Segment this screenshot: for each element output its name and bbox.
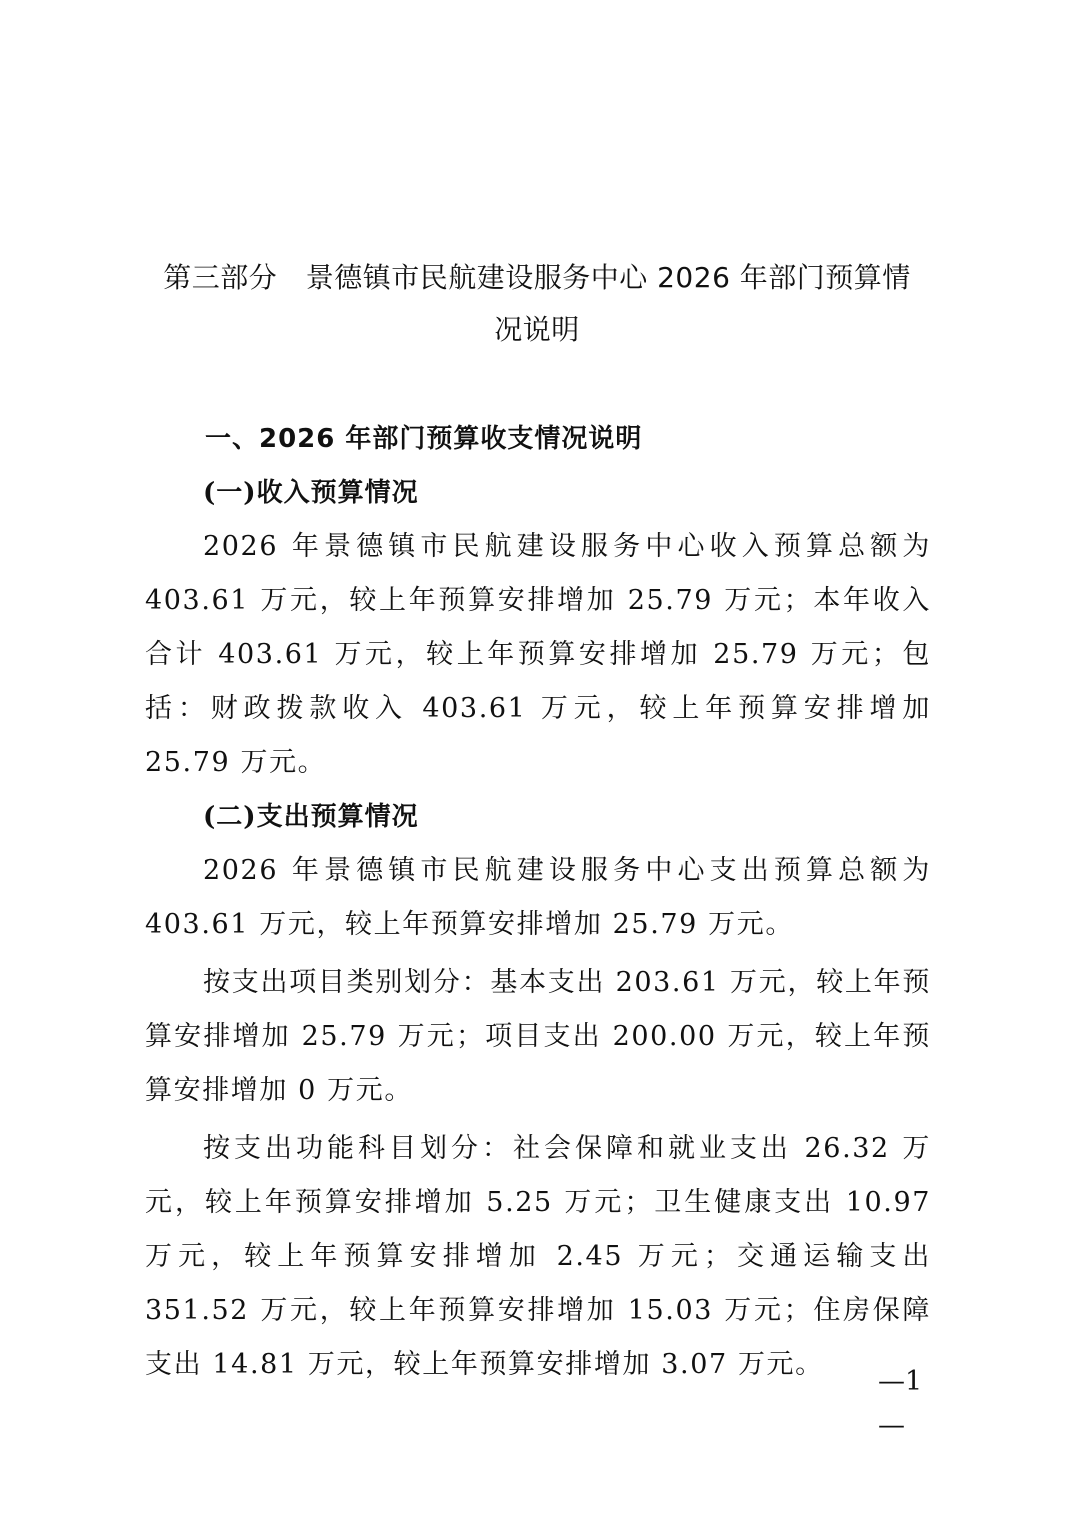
document-body xyxy=(145,412,931,1392)
expenditure-by-function-paragraph: 按支出功能科目划分：社会保障和就业支出 26.32 万元，较上年预算安排增加 5.25 万元；卫生健康支出 10.97 万元，较上年预算安排增加 2.45 万元；交通运输支出 351.52 万元，较上年预算安排增加 15.03 万元；住房保障支出 14.81 万元，较上年预算安排增加 3.07 万元。 xyxy=(145,1133,931,1380)
page-number: —1— xyxy=(878,1366,923,1441)
page-title-line-2: 况说明 xyxy=(494,313,580,346)
expenditure-total-paragraph: 2026 年景德镇市民航建设服务中心支出预算总额为 403.61 万元，较上年预算安排增加 25.79 万元。 xyxy=(145,855,931,940)
subsection-heading-expenditure: (二)支出预算情况 xyxy=(203,802,419,832)
page-title xyxy=(145,252,929,356)
expenditure-by-category-paragraph: 按支出项目类别划分：基本支出 203.61 万元，较上年预算安排增加 25.79 万元；项目支出 200.00 万元，较上年预算安排增加 0 万元。 xyxy=(145,967,931,1106)
page-title-line-1: 第三部分 景德镇市民航建设服务中心 2026 年部门预算情 xyxy=(163,261,911,294)
subsection-heading-income: (一)收入预算情况 xyxy=(203,478,419,508)
income-paragraph: 2026 年景德镇市民航建设服务中心收入预算总额为 403.61 万元，较上年预算安排增加 25.79 万元；本年收入合计 403.61 万元，较上年预算安排增加 25.79 万元；包括：财政拨款收入 403.61 万元，较上年预算安排增加 25.79 万元。 xyxy=(145,531,931,778)
section-heading-budget-overview: 一、2026 年部门预算收支情况说明 xyxy=(205,424,643,454)
